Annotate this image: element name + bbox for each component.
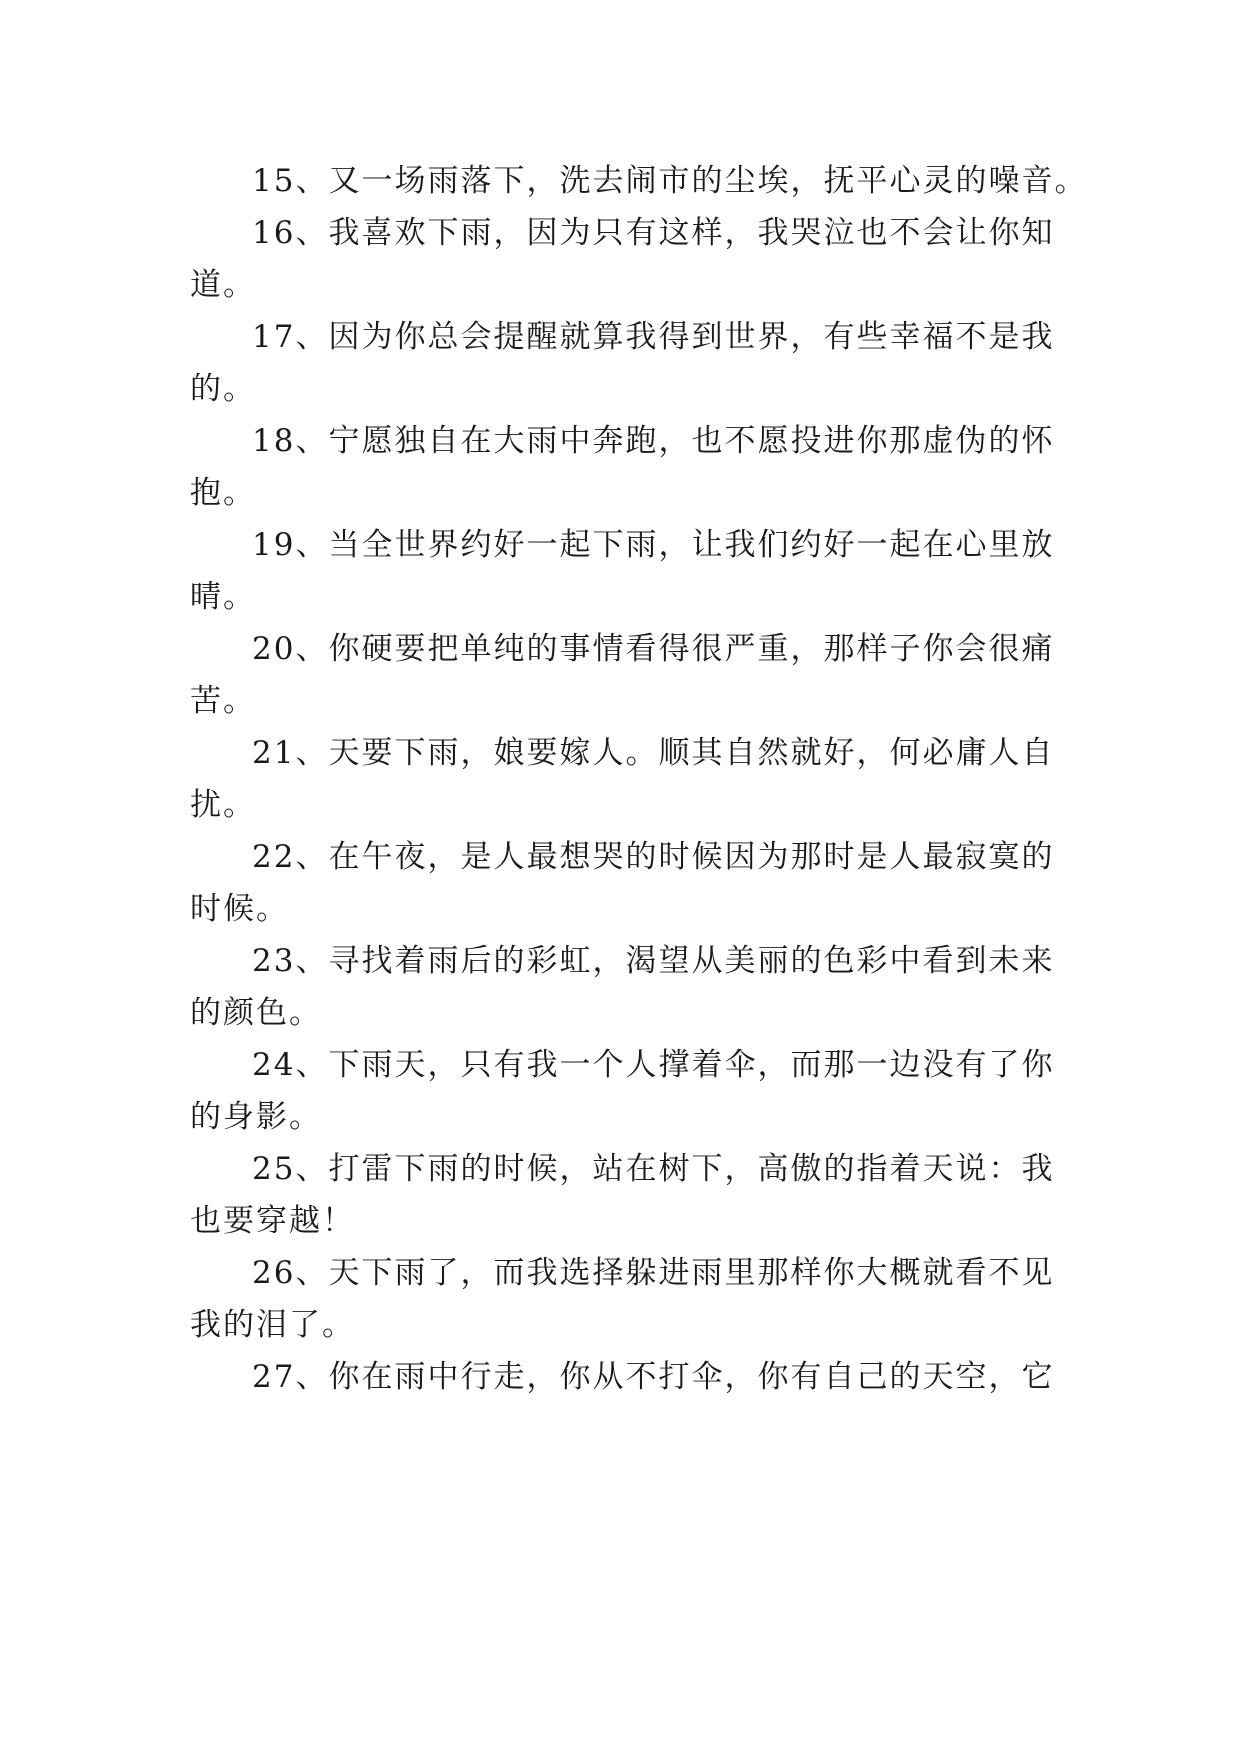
paragraph-18-line-1: 18、宁愿独自在大雨中奔跑，也不愿投进你那虚伪的怀 [252, 423, 1055, 459]
paragraph-22-line-1: 22、在午夜，是人最想哭的时候因为那时是人最寂寞的 [252, 839, 1055, 875]
paragraph-19-line-1: 19、当全世界约好一起下雨，让我们约好一起在心里放 [252, 527, 1055, 563]
paragraph-17-line-2: 的。 [190, 371, 256, 407]
paragraph-24-line-1: 24、下雨天，只有我一个人撑着伞，而那一边没有了你 [252, 1047, 1055, 1083]
paragraph-17-line-1: 17、因为你总会提醒就算我得到世界，有些幸福不是我 [252, 319, 1055, 355]
paragraph-23-line-1: 23、寻找着雨后的彩虹，渴望从美丽的色彩中看到未来 [252, 943, 1055, 979]
paragraph-19-line-2: 晴。 [190, 579, 256, 615]
paragraph-25-line-1: 25、打雷下雨的时候，站在树下，高傲的指着天说：我 [252, 1151, 1055, 1187]
paragraph-22-line-2: 时候。 [190, 891, 289, 927]
paragraph-24-line-2: 的身影。 [190, 1099, 322, 1135]
paragraph-21-line-2: 扰。 [190, 787, 256, 823]
paragraph-18-line-2: 抱。 [190, 475, 256, 511]
paragraph-20-line-2: 苦。 [190, 683, 256, 719]
paragraph-15-line-1: 15、又一场雨落下，洗去闹市的尘埃，抚平心灵的噪音。 [252, 163, 1088, 199]
paragraph-16-line-2: 道。 [190, 267, 256, 303]
paragraph-26-line-2: 我的泪了。 [190, 1307, 355, 1343]
paragraph-20-line-1: 20、你硬要把单纯的事情看得很严重，那样子你会很痛 [252, 631, 1055, 667]
paragraph-16-line-1: 16、我喜欢下雨，因为只有这样，我哭泣也不会让你知 [252, 215, 1055, 251]
paragraph-27-line-1: 27、你在雨中行走，你从不打伞，你有自己的天空，它 [252, 1359, 1055, 1395]
paragraph-26-line-1: 26、天下雨了，而我选择躲进雨里那样你大概就看不见 [252, 1255, 1055, 1291]
paragraph-25-line-2: 也要穿越！ [190, 1203, 355, 1239]
paragraph-23-line-2: 的颜色。 [190, 995, 322, 1031]
paragraph-21-line-1: 21、天要下雨，娘要嫁人。顺其自然就好，何必庸人自 [252, 735, 1055, 771]
